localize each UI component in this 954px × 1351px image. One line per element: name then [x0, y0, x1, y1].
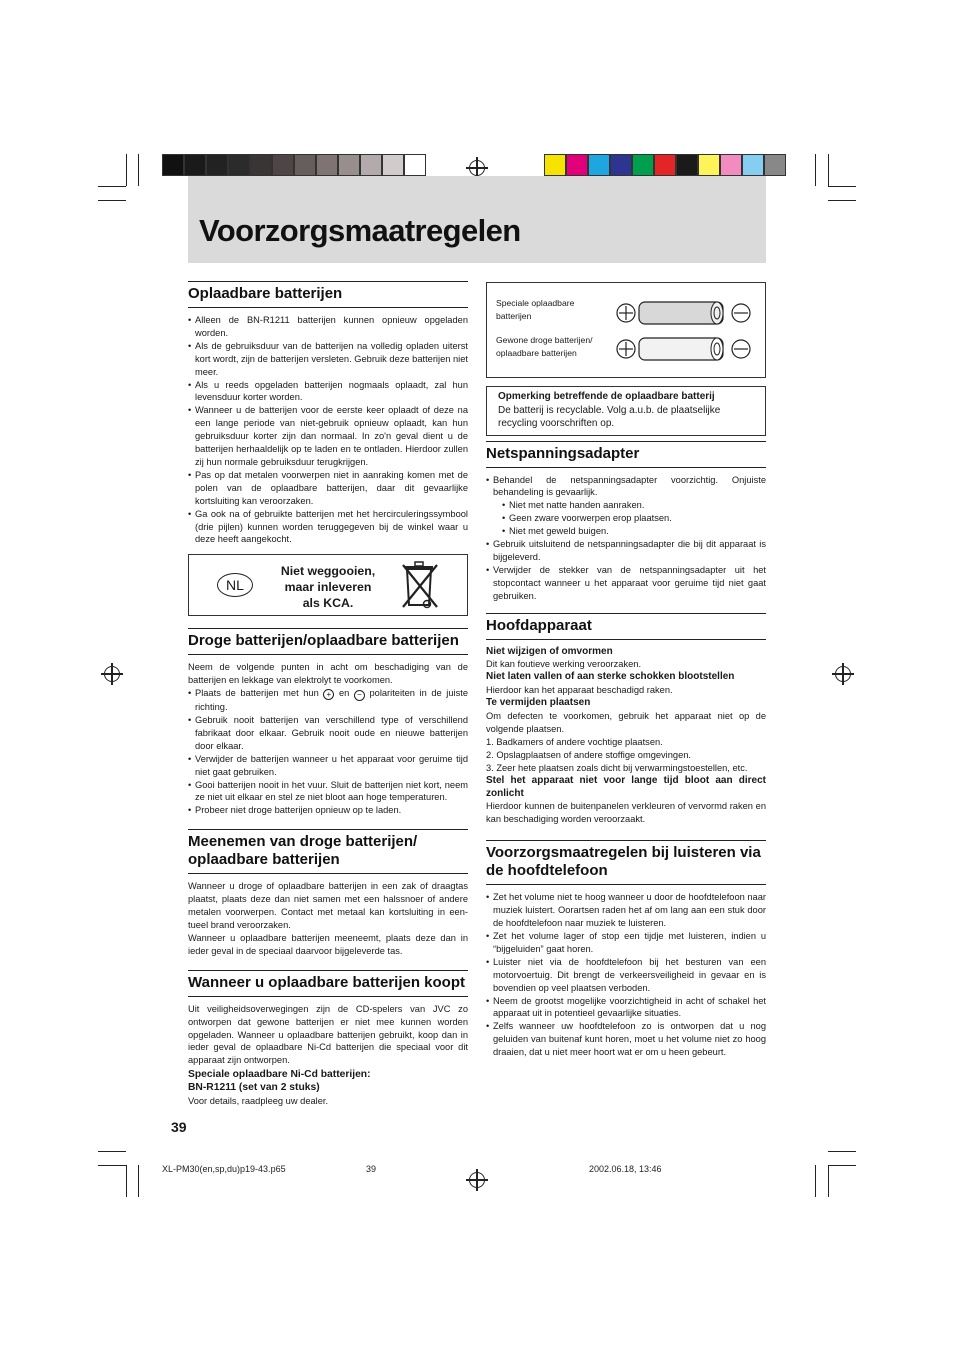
bullet-list	[188, 687, 468, 817]
subheading: Te vermijden plaatsen	[486, 697, 591, 709]
subheading: Niet laten vallen of aan sterke schokken blootstellen	[486, 671, 735, 683]
bold-line: Speciale oplaadbare Ni-Cd batterijen:	[188, 1069, 371, 1081]
plus-icon: +	[323, 689, 334, 700]
right-column	[486, 282, 766, 1059]
registration-mark-right	[835, 666, 851, 682]
process-color-bar	[544, 154, 786, 176]
minus-icon: −	[354, 690, 365, 701]
color-swatch	[404, 154, 426, 176]
color-swatch	[250, 154, 272, 176]
sub-bullet-list	[486, 499, 766, 538]
list-item: • Probeer niet droge batterijen opnieuw op te laden.	[188, 804, 468, 817]
list-item: • Ga ook na of gebruikte batterijen met het hercirculeringssymbool (drie pijlen) kunnen worden teruggegeven bij de winkel waar u deze heeft aangekocht.	[188, 508, 468, 547]
section-heading: Voorzorgsmaatregelen bij luisteren via de hoofdtelefoon	[486, 840, 766, 885]
color-swatch	[588, 154, 610, 176]
section-heading: Droge batterijen/oplaadbare batterijen	[188, 628, 468, 655]
list-item: • Als de gebruiksduur van de batterijen na volledig opladen uiterst kort wordt, zijn de batterijen versleten. Gebruik deze batterijen niet meer.	[188, 340, 468, 379]
battery-illustration-box	[486, 282, 766, 378]
note-title: Opmerking betreffende de oplaadbare batterij	[498, 391, 715, 402]
color-swatch	[294, 154, 316, 176]
section-heading: Oplaadbare batterijen	[188, 281, 468, 308]
page-title: Voorzorgsmaatregelen	[199, 213, 521, 248]
paragraph: Om defecten te voorkomen, gebruik het apparaat niet op de volgende plaatsen.	[486, 711, 766, 734]
subheading: Niet wijzigen of omvormen	[486, 645, 613, 657]
list-item: • Zet het volume lager of stop een tijdje met luisteren, indien u “bijgeluiden” gaat horen.	[486, 930, 766, 956]
kca-disposal-box	[188, 554, 468, 616]
list-item: • Niet met natte handen aanraken.	[502, 499, 766, 512]
kca-text	[267, 563, 389, 611]
list-item: • Verwijder de batterijen wanneer u het apparaat voor geruime tijd niet gaat gebruiken.	[188, 753, 468, 779]
list-item: • Gebruik uitsluitend de netspanningsadapter die bij dit apparaat is bijgeleverd.	[486, 538, 766, 564]
list-item: • Neem de grootst mogelijke voorzichtigheid in acht of schakel het apparaat uit in potentieel gevaarlijke situaties.	[486, 995, 766, 1021]
paragraph: Voor details, raadpleeg uw dealer.	[188, 1096, 329, 1107]
list-item: • Gooi batterijen nooit in het vuur. Sluit de batterijen niet kort, neem ze niet uit elkaar en stel ze niet bloot aan hoge temperaturen.	[188, 779, 468, 805]
color-swatch	[316, 154, 338, 176]
bullet-list	[486, 538, 766, 603]
nl-badge: NL	[217, 573, 253, 597]
color-swatch	[338, 154, 360, 176]
list-item: • Verwijder de stekker van de netspanningsadapter uit het stopcontact wanneer u het apparaat voor geruime tijd niet gaat gebruiken.	[486, 564, 766, 603]
ordinary-battery-icon	[615, 335, 751, 363]
grayscale-color-bar	[162, 154, 426, 176]
bold-line: BN-R1211 (set van 2 stuks)	[188, 1082, 320, 1094]
color-swatch	[654, 154, 676, 176]
list-item: • Wanneer u de batterijen voor de eerste keer oplaadt of deze na een lange periode van niet-gebruik opnieuw oplaadt, kan hun gebruiksduur korter zijn dan normaal. In zo'n geval dient u de batterijen herhaaldelijk op te laden en te ontladen. Hierdoor zullen zij hun normale gebruiksduur terugkrijgen.	[188, 404, 468, 469]
paragraph: Neem de volgende punten in acht om beschadiging van de batterijen en lekkage van elektrolyt te voorkomen.	[188, 662, 468, 686]
bullet-list	[486, 474, 766, 500]
recycling-note-box	[486, 386, 766, 436]
paragraph: Hierdoor kan het apparaat beschadigd raken.	[486, 685, 673, 696]
numbered-list	[486, 736, 766, 775]
color-swatch	[382, 154, 404, 176]
text: Plaats de batterijen met hun	[195, 688, 324, 699]
section-heading: Netspanningsadapter	[486, 441, 766, 468]
footer-page: 39	[366, 1164, 377, 1174]
color-swatch	[162, 154, 184, 176]
text: en	[334, 688, 354, 699]
left-column	[188, 281, 468, 1108]
list-item: • Pas op dat metalen voorwerpen niet in aanraking komen met de polen van de oplaadbare batterijen, daar dit gevaarlijke kortsluiting kan veroorzaken.	[188, 469, 468, 508]
color-swatch	[228, 154, 250, 176]
registration-mark-left	[104, 666, 120, 682]
paragraph: Wanneer u droge of oplaadbare batterijen in een zak of draagtas plaatst, plaats deze dan niet samen met een halssnoer of andere metalen voorwerpen. Contact met metaal kan kortsluiting in een-tueel brand veroorzaken.	[188, 881, 468, 930]
special-battery-icon	[615, 299, 751, 327]
kca-line: maar inleveren	[284, 580, 372, 595]
registration-mark-bottom	[469, 1172, 485, 1188]
crossed-bin-icon	[401, 559, 441, 611]
footer-filename: XL-PM30(en,sp,du)p19-43.p65	[162, 1164, 286, 1174]
kca-line: Niet weggooien,	[280, 564, 376, 579]
color-swatch	[206, 154, 228, 176]
color-swatch	[676, 154, 698, 176]
subheading: Stel het apparaat niet voor lange tijd bloot aan direct zonlicht	[486, 774, 766, 799]
note-text: De batterij is recyclable. Volg a.u.b. de plaatselijke recycling voorschriften op.	[498, 404, 721, 429]
list-item: • Niet met geweld buigen.	[502, 525, 766, 538]
kca-line: als KCA.	[302, 596, 354, 611]
list-item: • Zet het volume niet te hoog wanneer u door de hoofdtelefoon naar muziek luistert. Oorartsen raden het af om lang aan een stuk door de hoofdtelefoon naar muziek te luisteren.	[486, 891, 766, 930]
list-item: • Luister niet via de hoofdtelefoon bij het besturen van een motorvoertuig. Dit brengt de verkeersveiligheid in gevaar en is bovendien op veel plaatsen verboden.	[486, 956, 766, 995]
numbered-item: 3. Zeer hete plaatsen zoals dicht bij verwarmingstoestellen, etc.	[486, 762, 748, 773]
list-item: • Alleen de BN-R1211 batterijen kunnen opnieuw opgeladen worden.	[188, 314, 468, 340]
bullet-list	[188, 314, 468, 546]
paragraph: Wanneer u oplaadbare batterijen meeneemt, plaats deze dan in ieder geval in de speciaal daarvoor bijgeleverde tas.	[188, 932, 468, 956]
paragraph: Dit kan foutieve werking veroorzaken.	[486, 659, 642, 670]
color-swatch	[742, 154, 764, 176]
color-swatch	[184, 154, 206, 176]
list-item: • Als u reeds opgeladen batterijen nogmaals oplaadt, zal hun levensduur korter worden.	[188, 379, 468, 405]
paragraph: Uit veiligheidsoverwegingen zijn de CD-spelers van JVC zo ontworpen dat gewone batterijen er niet mee kunnen worden opgeladen. Wanneer u oplaadbare batterijen gebruikt, koop dan in ieder geval de oplaadbare Ni-Cd batterijen die speciaal voor dit apparaat zijn ontworpen.	[188, 1003, 468, 1066]
list-item: • Behandel de netspanningsadapter voorzichtig. Onjuiste behandeling is gevaarlijk.	[486, 474, 766, 500]
section-heading: Meenemen van droge batterijen/ oplaadbare batterijen	[188, 829, 468, 874]
bullet-list	[486, 891, 766, 1059]
list-item: • Gebruik nooit batterijen van verschillend type of verschillend fabrikaat door elkaar. Gebruik nooit oude en nieuwe batterijen door elkaar.	[188, 714, 468, 753]
color-swatch	[632, 154, 654, 176]
page-number: 39	[171, 1119, 187, 1135]
section-heading: Hoofdapparaat	[486, 613, 766, 640]
list-item: • Geen zware voorwerpen erop plaatsen.	[502, 512, 766, 525]
paragraph: Hierdoor kunnen de buitenpanelen verkleuren of vervormd raken en kan beschadiging worden veroorzaakt.	[486, 801, 766, 825]
color-swatch	[360, 154, 382, 176]
battery-label: Speciale oplaadbare batterijen	[496, 298, 575, 321]
color-swatch	[764, 154, 786, 176]
text: polariteiten in de juiste richting.	[195, 688, 468, 713]
list-item	[188, 687, 468, 714]
registration-mark-top	[469, 160, 485, 176]
numbered-item: 2. Opslagplaatsen of andere stoffige omgevingen.	[486, 749, 692, 760]
color-swatch	[610, 154, 632, 176]
color-swatch	[566, 154, 588, 176]
battery-label: Gewone droge batterijen/ oplaadbare batterijen	[496, 335, 593, 358]
list-item: • Zelfs wanneer uw hoofdtelefoon zo is ontworpen dat u nog geluiden van buitenaf kunt horen, moet u het volume niet zo hoog draaien, dat u niet meer hoort wat er om u heen gebeurt.	[486, 1020, 766, 1059]
color-swatch	[720, 154, 742, 176]
color-swatch	[272, 154, 294, 176]
color-swatch	[544, 154, 566, 176]
footer-date: 2002.06.18, 13:46	[589, 1164, 662, 1174]
section-heading: Wanneer u oplaadbare batterijen koopt	[188, 970, 468, 997]
numbered-item: 1. Badkamers of andere vochtige plaatsen.	[486, 736, 663, 747]
color-swatch	[698, 154, 720, 176]
